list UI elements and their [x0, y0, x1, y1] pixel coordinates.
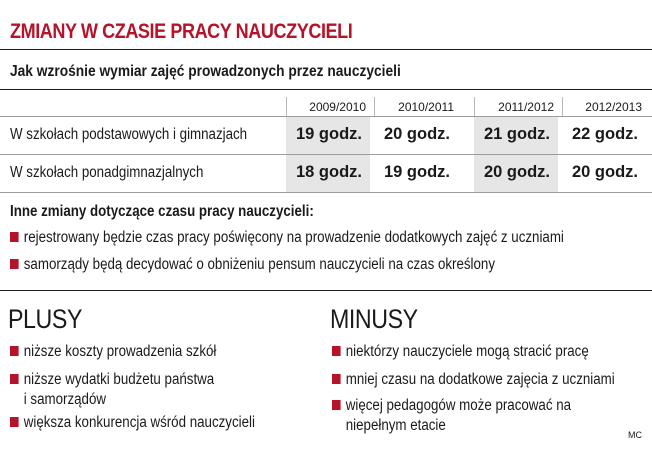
column-header: 2010/2011 — [374, 97, 458, 117]
list-item-text: większa konkurencja wśród nauczycieli — [23, 414, 255, 431]
bullet-square-icon — [10, 374, 19, 384]
table-row-label: W szkołach podstawowych i gimnazjach — [10, 126, 248, 143]
table-cell: 18 godz. — [295, 163, 362, 181]
column-header: 2009/2010 — [286, 97, 370, 117]
minusy-item — [332, 396, 571, 436]
bullet-square-icon — [10, 346, 19, 356]
table-row-label: W szkołach ponadgimnazjalnych — [10, 164, 204, 181]
table-cell: 19 godz. — [383, 163, 450, 181]
plusy-heading: PLUSY — [8, 304, 83, 334]
plusy-item — [10, 370, 214, 410]
bullet-square-icon — [332, 374, 341, 384]
section-divider — [0, 290, 652, 291]
other-changes-heading: Inne zmiany dotyczące czasu pracy nauczycieli: — [10, 203, 314, 220]
list-item-text: rejestrowany będzie czas pracy poświęcony na prowadzenie dodatkowych zajęć z uczniami — [23, 229, 564, 246]
table-cell: 22 godz. — [571, 125, 638, 143]
bullet-square-icon — [332, 346, 341, 356]
list-item-text: samorządy będą decydować o obniżeniu pensum nauczycieli na czas określony — [23, 256, 496, 273]
bullet-square-icon — [10, 259, 19, 269]
list-item — [10, 256, 495, 274]
bullet-square-icon — [10, 232, 19, 242]
minusy-item — [332, 342, 589, 362]
list-item-text-continued: i samorządów — [23, 391, 106, 408]
title-divider — [0, 49, 652, 50]
column-header: 2012/2013 — [562, 97, 646, 117]
list-item-text-continued: niepełnym etacie — [345, 417, 446, 434]
bullet-square-icon — [10, 417, 19, 427]
subtitle-divider — [0, 89, 652, 90]
minusy-item — [332, 370, 615, 390]
list-item-text: mniej czasu na dodatkowe zajęcia z uczniami — [345, 371, 615, 388]
list-item-text: niższe wydatki budżetu państwa — [23, 371, 215, 388]
table-cell: 19 godz. — [295, 125, 362, 143]
author-credit: MC — [628, 430, 642, 440]
table-cell: 20 godz. — [483, 163, 550, 181]
table-cell: 21 godz. — [483, 125, 550, 143]
bullet-square-icon — [332, 400, 341, 410]
table-cell: 20 godz. — [383, 125, 450, 143]
page-title: ZMIANY W CZASIE PRACY NAUCZYCIELI — [10, 20, 353, 43]
list-item — [10, 229, 564, 247]
plusy-item — [10, 342, 216, 362]
table-cell: 20 godz. — [571, 163, 638, 181]
list-item-text: niższe koszty prowadzenia szkół — [23, 343, 217, 360]
list-item-text: niektórzy nauczyciele mogą stracić pracę — [345, 343, 589, 360]
table-rule — [0, 116, 652, 117]
minusy-heading: MINUSY — [330, 304, 418, 334]
list-item-text: więcej pedagogów może pracować na — [345, 397, 572, 414]
table-rule — [0, 154, 652, 155]
table-subtitle: Jak wzrośnie wymiar zajęć prowadzonych przez nauczycieli — [10, 63, 401, 80]
column-header: 2011/2012 — [474, 97, 558, 117]
plusy-item — [10, 413, 255, 433]
table-rule — [0, 192, 652, 193]
